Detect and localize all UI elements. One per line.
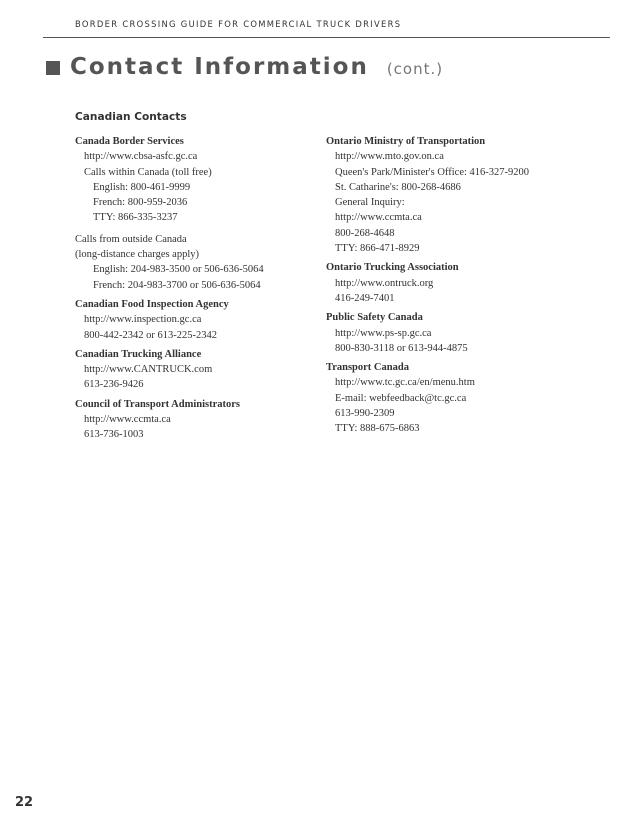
contact-phone: 613-236-9426 [84,379,144,391]
contact-phone: 416-249-7401 [335,292,395,304]
contact-phone: 800-830-3118 or 613-944-4875 [335,342,468,354]
contact-mto [326,134,616,256]
contact-phone: French: 204-983-3700 or 506-636-5064 [93,279,261,291]
org-name: Ontario Trucking Association [326,262,459,274]
org-name: Canadian Food Inspection Agency [75,298,229,310]
page-number: 22 [15,795,34,810]
contact-phone: TTY: 866-335-3237 [93,212,178,224]
right-column [326,134,616,441]
contact-label: Calls within Canada (toll free) [84,166,212,178]
section-heading: Canadian Contacts [75,111,187,123]
contact-url: http://www.cbsa-asfc.gc.ca [84,151,198,163]
contact-phone: 613-736-1003 [84,429,144,441]
org-name: Council of Transport Administrators [75,398,240,410]
contact-url: http://www.ontruck.org [335,277,434,289]
left-column [75,134,315,447]
contact-cbsa [75,134,315,293]
org-name: Canada Border Services [75,136,184,147]
contact-ota [326,260,616,306]
contact-url: http://www.mto.gov.on.ca [335,151,444,163]
contact-tc [326,360,616,436]
square-bullet-icon [46,61,60,75]
org-name: Ontario Ministry of Transportation [326,136,486,147]
contact-label: General Inquiry: [335,197,405,209]
contact-url: http://www.ccmta.ca [335,212,422,224]
contact-url: http://www.CANTRUCK.com [84,364,213,376]
contact-phone: 613-990-2309 [335,408,395,420]
contact-phone: English: 800-461-9999 [93,181,191,193]
page-title [46,54,443,80]
contact-cfia [75,297,315,343]
contact-phone: Queen's Park/Minister's Office: 416-327-9200 [335,166,530,178]
contact-url: http://www.inspection.gc.ca [84,314,202,326]
title-suffix: (cont.) [386,60,444,78]
contact-email: E-mail: webfeedback@tc.gc.ca [335,392,467,404]
running-header: BORDER CROSSING GUIDE FOR COMMERCIAL TRUCK DRIVERS [75,19,402,29]
contact-phone: English: 204-983-3500 or 506-636-5064 [93,264,264,276]
contact-phone: TTY: 888-675-6863 [335,423,420,435]
contact-label: Calls from outside Canada [75,233,187,245]
contact-phone: 800-442-2342 or 613-225-2342 [84,329,217,341]
contact-phone: St. Catharine's: 800-268-4686 [335,181,461,193]
contact-cta [75,347,315,393]
contact-phone: French: 800-959-2036 [93,197,188,209]
header-rule [43,37,610,38]
org-name: Transport Canada [326,362,409,374]
contact-note: (long-distance charges apply) [75,249,200,261]
contact-phone: TTY: 866-471-8929 [335,243,420,255]
contact-url: http://www.ps-sp.gc.ca [335,327,432,339]
contact-psc [326,310,616,356]
org-name: Public Safety Canada [326,312,423,324]
contact-phone: 800-268-4648 [335,227,395,239]
contact-url: http://www.ccmta.ca [84,414,171,426]
contact-ccmta [75,397,315,443]
contact-url: http://www.tc.gc.ca/en/menu.htm [335,377,475,389]
org-name: Canadian Trucking Alliance [75,348,202,360]
title-main: Contact Information [70,54,369,80]
